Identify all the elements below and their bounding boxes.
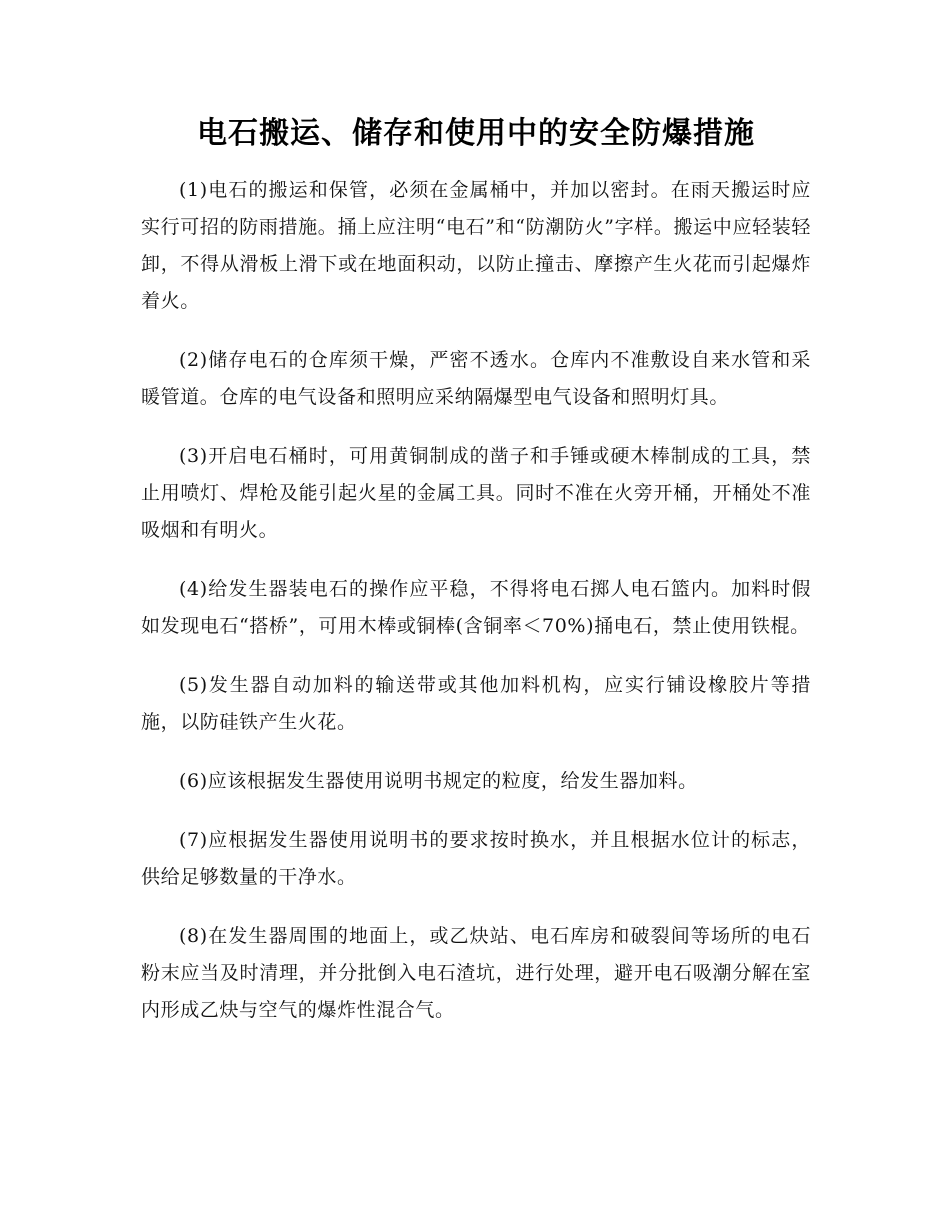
paragraph-6: (6)应该根据发生器使用说明书规定的粒度，给发生器加料。 bbox=[179, 770, 698, 792]
paragraph-4: (4)给发生器装电石的操作应平稳，不得将电石掷人电石篮内。加料时假如发现电石“搭桥”，可用木棒或铜棒(含铜率＜70%)捅电石，禁止使用铁棍。 bbox=[141, 578, 811, 637]
paragraph-5: (5)发生器自动加料的输送带或其他加料机构，应实行铺设橡胶片等措施，以防硅铁产生火花。 bbox=[141, 674, 811, 733]
paragraph-2: (2)储存电石的仓库须干燥，严密不透水。仓库内不准敷设自来水管和采暖管道。仓库的电气设备和照明应采纳隔爆型电气设备和照明灯具。 bbox=[141, 349, 811, 408]
document-page bbox=[141, 112, 811, 1051]
paragraph-8: (8)在发生器周围的地面上，或乙炔站、电石库房和破裂间等场所的电石粉末应当及时清理，并分批倒入电石渣坑，进行处理，避开电石吸潮分解在室内形成乙炔与空气的爆炸性混合气。 bbox=[141, 925, 811, 1021]
document-title: 电石搬运、储存和使用中的安全防爆措施 bbox=[197, 116, 755, 151]
paragraph-3: (3)开启电石桶时，可用黄铜制成的凿子和手锤或硬木棒制成的工具，禁止用喷灯、焊枪及能引起火星的金属工具。同时不准在火旁开桶，开桶处不准吸烟和有明火。 bbox=[141, 445, 811, 541]
paragraph-7: (7)应根据发生器使用说明书的要求按时换水，并且根据水位计的标志，供给足够数量的干净水。 bbox=[141, 829, 811, 888]
paragraph-1: (1)电石的搬运和保管，必须在金属桶中，并加以密封。在雨天搬运时应实行可招的防雨措施。捅上应注明“电石”和“防潮防火”字样。搬运中应轻装轻卸，不得从滑板上滑下或在地面积动，以防止撞击、摩擦产生火花而引起爆炸着火。 bbox=[141, 179, 811, 312]
